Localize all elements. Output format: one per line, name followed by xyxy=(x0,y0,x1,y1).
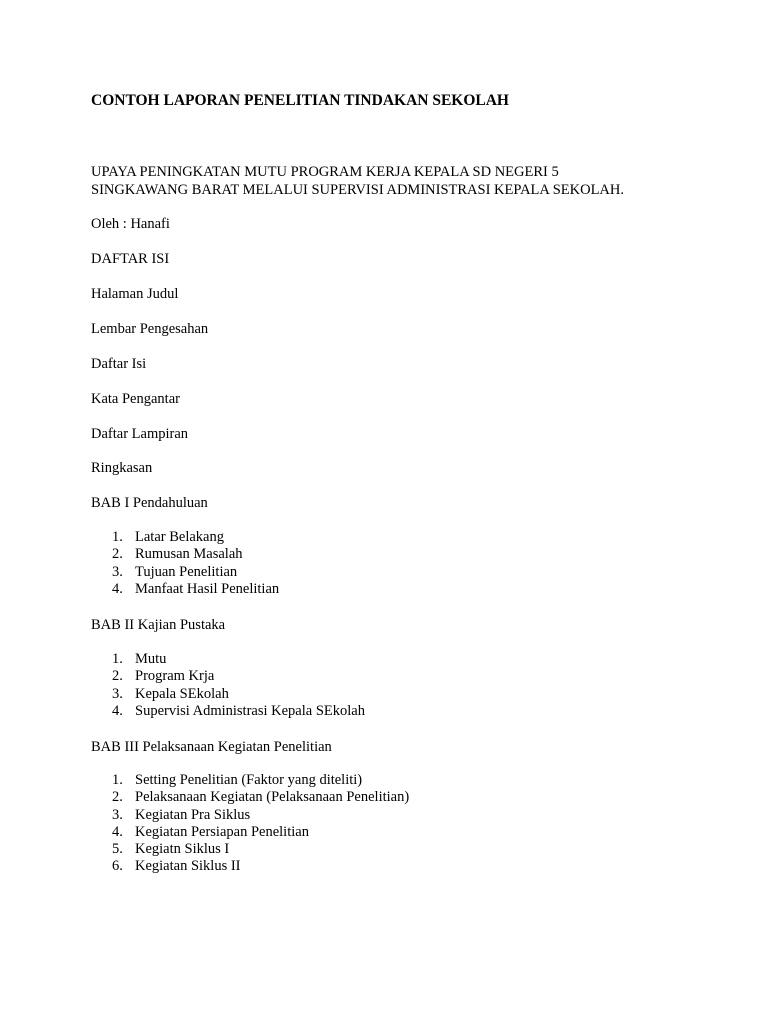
list-item-text: Kegiatn Siklus I xyxy=(135,841,230,858)
bab2-heading: BAB II Kajian Pustaka xyxy=(91,617,226,633)
list-item-text: Program Krja xyxy=(135,668,215,685)
list-item-text: Kepala SEkolah xyxy=(135,685,229,702)
list-item-text: Supervisi Administrasi Kepala SEkolah xyxy=(135,702,365,719)
list-item-text: Tujuan Penelitian xyxy=(135,563,238,580)
list-item-text: Pelaksanaan Kegiatan (Pelaksanaan Penelitian) xyxy=(135,789,410,806)
list-item-text: Mutu xyxy=(135,651,167,667)
toc-entry-daftar-isi: Daftar Isi xyxy=(91,356,147,372)
toc-entry-kata-pengantar: Kata Pengantar xyxy=(91,391,180,407)
toc-entry-ringkasan: Ringkasan xyxy=(91,460,153,476)
list-number: 3. xyxy=(112,563,123,580)
bab1-heading: BAB I Pendahuluan xyxy=(91,495,208,511)
list-number: 6. xyxy=(112,858,123,875)
list-number: 1. xyxy=(112,529,123,545)
list-number: 4. xyxy=(112,823,123,840)
bab3-heading: BAB III Pelaksanaan Kegiatan Penelitian xyxy=(91,739,332,755)
list-number: 3. xyxy=(112,806,123,823)
subtitle-line-2: SINGKAWANG BARAT MELALUI SUPERVISI ADMINISTRASI KEPALA SEKOLAH. xyxy=(91,182,625,198)
list-item-text: Kegiatan Persiapan Penelitian xyxy=(135,823,309,840)
list-number: 2. xyxy=(112,546,123,563)
list-item-text: Setting Penelitian (Faktor yang diteliti) xyxy=(135,772,363,788)
list-number: 5. xyxy=(112,841,123,858)
list-item-text: Latar Belakang xyxy=(135,529,224,545)
document-title: CONTOH LAPORAN PENELITIAN TINDAKAN SEKOLAH xyxy=(91,92,509,109)
list-number: 4. xyxy=(112,580,123,597)
list-item-text: Rumusan Masalah xyxy=(135,546,243,563)
list-number: 4. xyxy=(112,702,123,719)
subtitle-line-1: UPAYA PENINGKATAN MUTU PROGRAM KERJA KEPALA SD NEGERI 5 xyxy=(91,164,559,180)
toc-heading: DAFTAR ISI xyxy=(91,251,170,267)
list-item-text: Manfaat Hasil Penelitian xyxy=(135,580,280,597)
toc-entry-daftar-lampiran: Daftar Lampiran xyxy=(91,426,189,442)
list-item-text: Kegiatan Pra Siklus xyxy=(135,806,251,823)
list-number: 2. xyxy=(112,789,123,806)
author-line: Oleh : Hanafi xyxy=(91,216,170,232)
list-number: 2. xyxy=(112,668,123,685)
list-number: 1. xyxy=(112,772,123,788)
list-item-text: Kegiatan Siklus II xyxy=(135,858,241,875)
list-number: 1. xyxy=(112,651,123,667)
list-number: 3. xyxy=(112,685,123,702)
toc-entry-halaman-judul: Halaman Judul xyxy=(91,286,179,302)
toc-entry-lembar-pengesahan: Lembar Pengesahan xyxy=(91,321,209,337)
